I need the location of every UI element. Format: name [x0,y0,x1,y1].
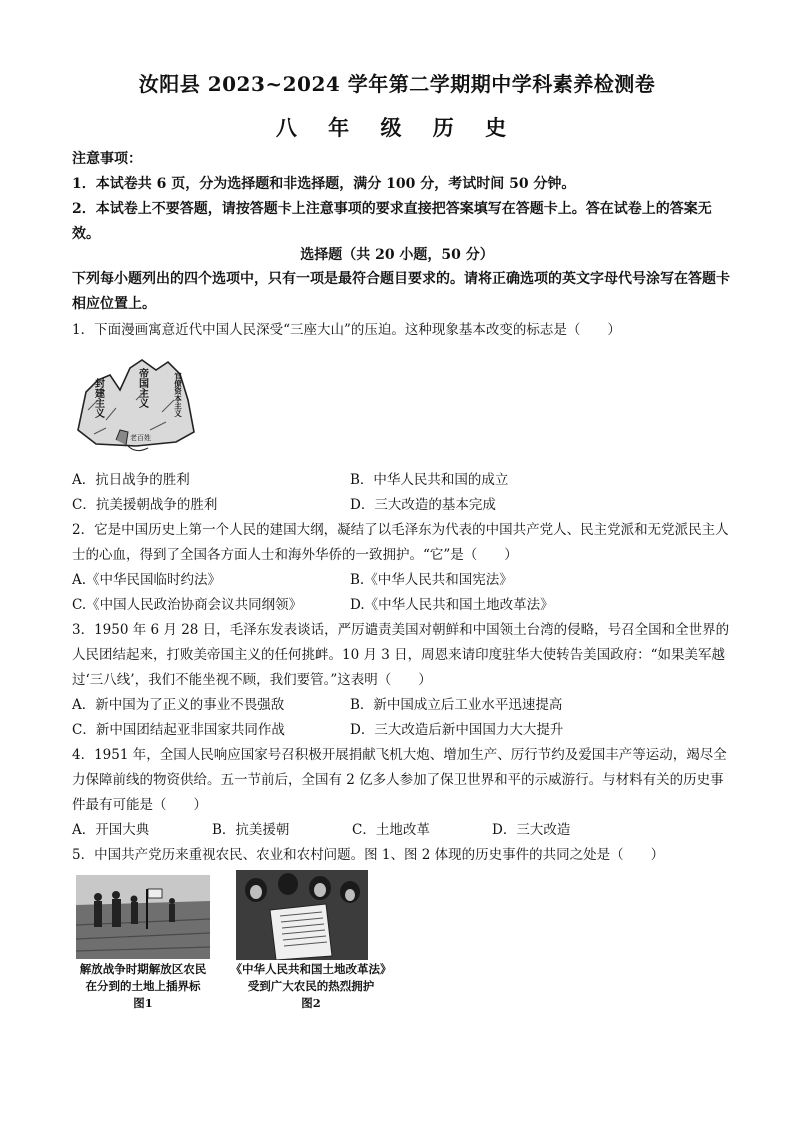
question-stem: 2．它是中国历史上第一个人民的建国大纲，凝结了以毛泽东为代表的中国共产党人、民主党派和无党派民主人士的心血，得到了全国各方面人士和海外华侨的一致拥护。“它”是（ ） [72,522,729,563]
figure-label: 图2 [301,996,321,1010]
exam-subtitle: 八 年 级 历 史 [275,115,519,140]
section-heading: 选择题（共 20 小题，50 分） [300,247,494,263]
exam-title: 汝阳县 2023~2024 学年第二学期期中学科素养检测卷 [138,72,656,96]
question-1-options [72,468,732,518]
figure-2-photo [236,870,368,960]
figure-1-caption [70,961,216,1012]
option-a[interactable]: A．新中国为了正义的事业不畏强敌 [72,697,285,713]
option-c[interactable]: C．土地改革 [352,822,430,838]
question-3 [72,618,732,743]
three-mountains-cartoon [76,350,196,460]
cartoon-label: 封建主义 [92,378,104,418]
figure-2-caption [226,961,396,1012]
option-b[interactable]: B．中华人民共和国的成立 [350,472,509,488]
notes-block [72,147,732,247]
figure-1-photo [76,875,210,959]
option-a[interactable]: A．抗日战争的胜利 [72,472,190,488]
question-stem: 3．1950 年 6 月 28 日，毛泽东发表谈话，严厉谴责美国对朝鲜和中国领土台湾的侵略，号召全国和全世界的人民团结起来，打败美帝国主义的任何挑衅。10 月 3 日，周恩来请印度驻华大使转告美国政府：“如果美军越过‘三八线’，我们不能坐视不顾，我们要管。”这表明（ ） [72,622,730,688]
question-stem: 4．1951 年，全国人民响应国家号召积极开展捐献飞机大炮、增加生产、厉行节约及爱国丰产等运动，竭尽全力保障前线的物资供给。五一节前后，全国有 2 亿多人参加了保卫世界和平的示威游行。与材料有关的历史事件最有可能是（ ） [72,747,727,813]
notes-heading: 注意事项： [72,151,142,167]
option-b[interactable]: B.《中华人民共和国宪法》 [350,572,513,588]
option-a[interactable]: A.《中华民国临时约法》 [72,572,222,588]
figure-caption-line: 在分到的土地上插界标 [85,979,201,993]
cartoon-label: 帝国主义 [136,368,148,408]
figure-caption-line: 受到广大农民的热烈拥护 [247,979,375,993]
option-c[interactable]: C.《中国人民政治协商会议共同纲领》 [72,597,303,613]
cartoon-label: 官僚资本主义 [173,372,183,417]
notes-item: 1．本试卷共 6 页，分为选择题和非选择题，满分 100 分，考试时间 50 分钟。 [72,176,576,192]
option-b[interactable]: B．抗美援朝 [212,822,290,838]
figure-caption-line: 《中华人民共和国土地改革法》 [230,962,392,976]
question-2 [72,518,732,618]
option-a[interactable]: A．开国大典 [72,822,150,838]
question-stem: 5．中国共产党历来重视农民、农业和农村问题。图 1、图 2 体现的历史事件的共同之处是（ ） [72,847,665,863]
option-c[interactable]: C．新中国团结起亚非国家共同作战 [72,722,285,738]
question-4 [72,743,732,843]
option-c[interactable]: C．抗美援朝战争的胜利 [72,497,218,513]
notes-item: 2．本试卷上不要答题，请按答题卡上注意事项的要求直接把答案填写在答题卡上。答在试卷上的答案无效。 [72,201,712,242]
question-1 [72,318,732,343]
option-d[interactable]: D.《中华人民共和国土地改革法》 [350,597,554,613]
question-stem: 1．下面漫画寓意近代中国人民深受“三座大山”的压迫。这种现象基本改变的标志是（ ） [72,322,621,338]
option-b[interactable]: B．新中国成立后工业水平迅速提高 [350,697,563,713]
option-d[interactable]: D．三大改造 [492,822,571,838]
option-d[interactable]: D．三大改造后新中国国力大大提升 [350,722,564,738]
option-d[interactable]: D．三大改造的基本完成 [350,497,496,513]
figure-caption-line: 解放战争时期解放区农民 [79,962,207,976]
figure-label: 图1 [133,996,153,1010]
cartoon-label: 老百姓 [130,434,151,442]
question-5 [72,843,732,868]
section-instruction: 下列每小题列出的四个选项中，只有一项是最符合题目要求的。请将正确选项的英文字母代号涂写在答题卡相应位置上。 [72,271,730,312]
